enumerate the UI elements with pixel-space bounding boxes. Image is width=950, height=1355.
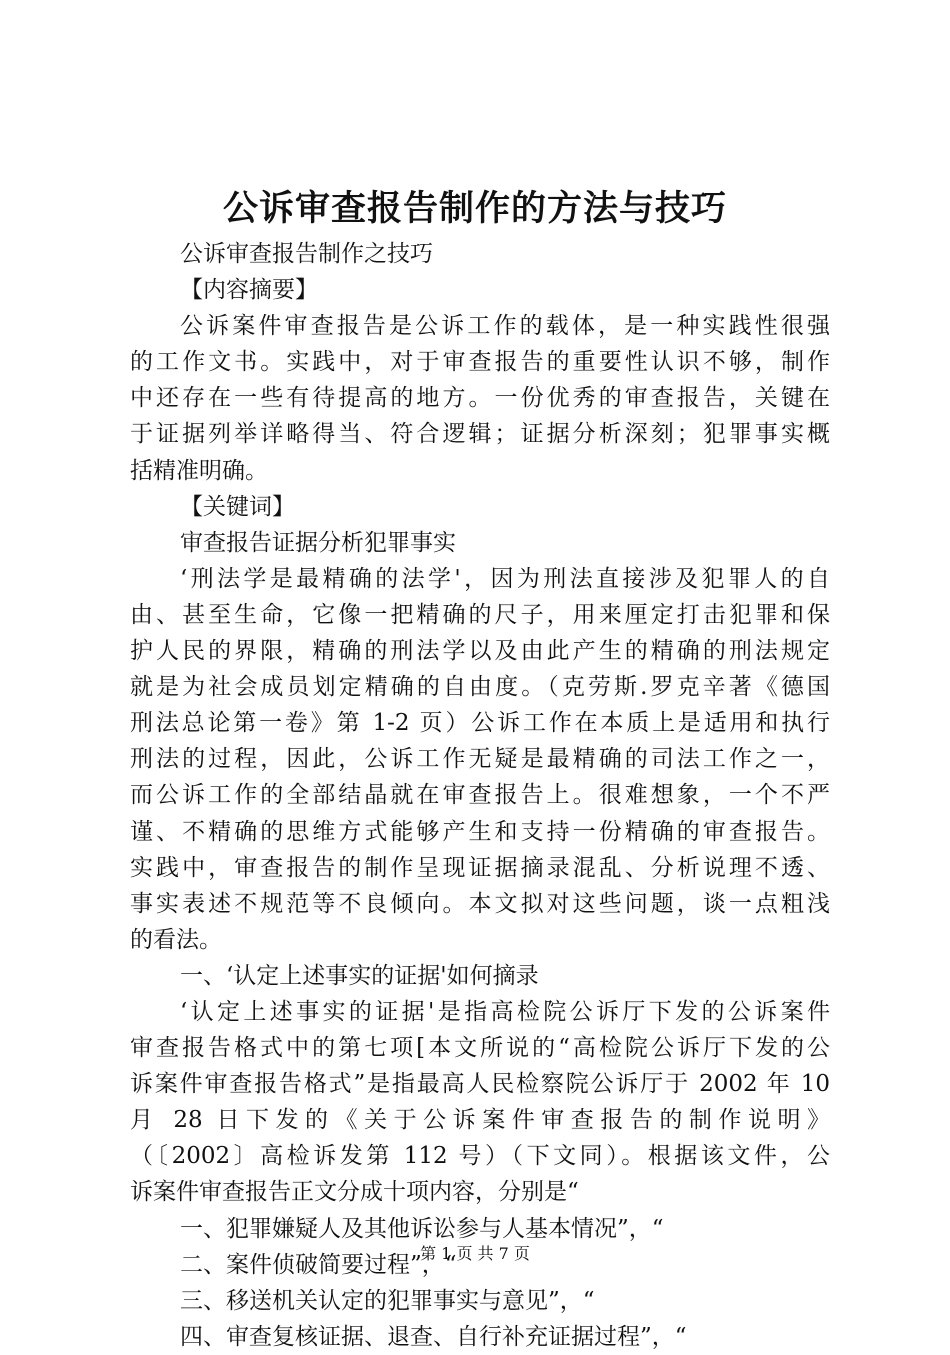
text-line: 刑法的过程，因此，公诉工作无疑是最精确的司法工作之一， xyxy=(130,746,830,773)
text-line: 的工作文书。实践中，对于审查报告的重要性认识不够，制作 xyxy=(130,349,830,376)
text-line: 中还存在一些有待提高的地方。一份优秀的审查报告，关键在 xyxy=(130,385,830,412)
document-title: 公诉审查报告制作的方法与技巧 xyxy=(222,188,727,229)
text-line: 谨、不精确的思维方式能够产生和支持一份精确的审查报告。 xyxy=(130,818,830,845)
text-line: 【内容摘要】 xyxy=(180,277,318,304)
text-line: 就是为社会成员划定精确的自由度。（克劳斯.罗克辛著《德国 xyxy=(130,674,830,701)
text-line: 三、移送机关认定的犯罪事实与意见”，“ xyxy=(180,1287,595,1314)
text-line: 一、‘认定上述事实的证据'如何摘录 xyxy=(180,962,539,989)
text-line: 公诉案件审查报告是公诉工作的载体，是一种实践性很强 xyxy=(180,313,830,340)
text-line: 二、案件侦破简要过程”，“ xyxy=(180,1251,457,1278)
text-line: ‘刑法学是最精确的法学'，因为刑法直接涉及犯罪人的自 xyxy=(180,565,830,592)
text-line: 【关键词】 xyxy=(180,493,295,520)
text-line: 而公诉工作的全部结晶就在审查报告上。很难想象，一个不严 xyxy=(130,782,830,809)
text-line: 由、甚至生命，它像一把精确的尺子，用来厘定打击犯罪和保 xyxy=(130,601,830,628)
text-line: 护人民的界限，精确的刑法学以及由此产生的精确的刑法规定 xyxy=(130,638,830,665)
text-line: 实践中，审查报告的制作呈现证据摘录混乱、分析说理不透、 xyxy=(130,854,830,881)
text-line: 括精准明确。 xyxy=(130,457,268,484)
text-line: 于证据列举详略得当、符合逻辑；证据分析深刻；犯罪事实概 xyxy=(130,421,830,448)
text-line: 一、犯罪嫌疑人及其他诉讼参与人基本情况”，“ xyxy=(180,1215,664,1242)
text-line: 的看法。 xyxy=(130,926,222,953)
text-line: 诉案件审查报告格式”是指最高人民检察院公诉厅于 2002 年 10 xyxy=(130,1071,830,1098)
text-line: 事实表述不规范等不良倾向。本文拟对这些问题，谈一点粗浅 xyxy=(130,890,830,917)
page-footer: 第 1 页 共 7 页 xyxy=(420,1244,530,1263)
document-body xyxy=(130,236,830,1355)
text-line: 四、审查复核证据、退查、自行补充证据过程”，“ xyxy=(180,1323,687,1350)
text-line: 审查报告证据分析犯罪事实 xyxy=(180,529,456,556)
text-line: 审查报告格式中的第七项[本文所说的“高检院公诉厅下发的公 xyxy=(130,1035,830,1062)
text-line: 月 28 日下发的《关于公诉案件审查报告的制作说明》 xyxy=(130,1107,830,1134)
text-line: 刑法总论第一卷》第 1-2 页）公诉工作在本质上是适用和执行 xyxy=(130,710,830,737)
text-line: 诉案件审查报告正文分成十项内容，分别是“ xyxy=(130,1179,579,1206)
text-line: 公诉审查报告制作之技巧 xyxy=(180,241,433,267)
text-line: ‘认定上述事实的证据'是指高检院公诉厅下发的公诉案件 xyxy=(180,998,830,1025)
text-line: （〔2002〕高检诉发第 112 号）（下文同）。根据该文件，公 xyxy=(130,1143,830,1170)
